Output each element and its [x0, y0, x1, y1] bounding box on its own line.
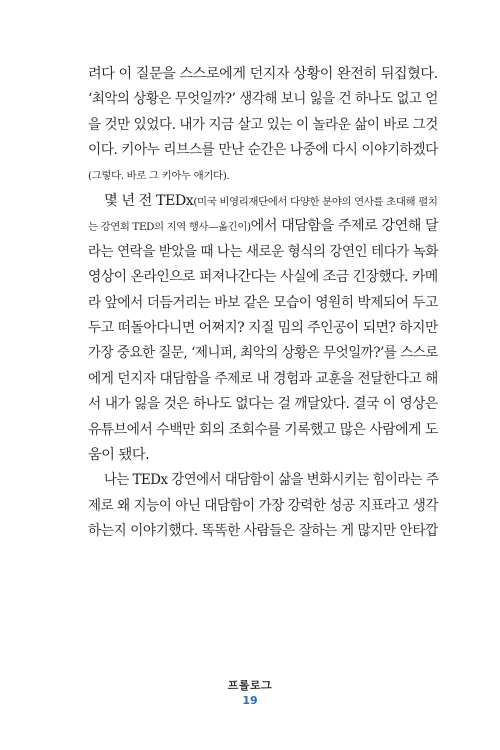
- body-line: 이다. 키아누 리브스를 만난 순간은 나중에 다시 이야기하겠다: [88, 142, 438, 159]
- body-line-text: 에서 대담함을 주제로 강연해 달: [250, 218, 439, 235]
- running-footer-title: 프롤로그: [227, 679, 273, 692]
- body-line: 라는 연락을 받았을 때 나는 새로운 형식의 강연인 테다가 녹화: [88, 243, 438, 260]
- body-line: [88, 216, 438, 237]
- body-line: 가장 중요한 질문, ‘제니퍼, 최악의 상황은 무엇일까?’를 스스로: [88, 345, 438, 362]
- body-line: 영상이 온라인으로 퍼져나간다는 사실에 조금 긴장했다. 카메: [88, 269, 438, 286]
- body-line: 서 내가 잃을 것은 하나도 없다는 걸 깨달았다. 결국 이 영상은: [88, 396, 438, 413]
- body-line: 유튜브에서 수백만 회의 조회수를 기록했고 많은 사람에게 도: [88, 421, 438, 438]
- body-line: 을 것만 있었다. 내가 지금 살고 있는 이 놀라운 삶이 바로 그것: [88, 116, 438, 133]
- body-line: 려다 이 질문을 스스로에게 던지자 상황이 완전히 뒤집혔다.: [88, 66, 438, 82]
- body-line-aside: (그렇다. 바로 그 키아누 애기다).: [88, 169, 230, 182]
- body-line: 제로 왜 지능이 아닌 대담함이 가장 강력한 성공 지표라고 생각: [88, 497, 438, 514]
- body-line-paragraph-start: [104, 191, 438, 212]
- page-number: 19: [242, 694, 258, 707]
- body-line: 움이 됐다.: [88, 447, 150, 463]
- body-line: 라 앞에서 더듬거리는 바보 같은 모습이 영원히 박제되어 두고: [88, 294, 438, 311]
- body-line: ‘최악의 상황은 무엇일까?’ 생각해 보니 잃을 건 하나도 없고 얻: [88, 91, 438, 108]
- body-line-text: 몇 년 전 TEDx: [104, 193, 194, 209]
- body-line-paragraph-start: 나는 TEDx 강연에서 대담함이 삶을 변화시키는 힘이라는 주: [104, 472, 439, 489]
- translator-note: 는 강연회 TED의 지역 행사—옮긴이): [88, 221, 251, 234]
- body-line: 에게 던지자 대담함을 주제로 내 경험과 교훈을 전달한다고 해: [88, 370, 438, 387]
- body-line: 하는지 이야기했다. 똑똑한 사람들은 잘하는 게 많지만 안타깝: [88, 523, 438, 540]
- body-line: 두고 떠돌아다니면 어쩌지? 지질 밈의 주인공이 되면? 하지만: [88, 320, 438, 336]
- translator-note: (미국 비영리재단에서 다양한 분야의 연사를 초대해 펼치: [193, 196, 438, 208]
